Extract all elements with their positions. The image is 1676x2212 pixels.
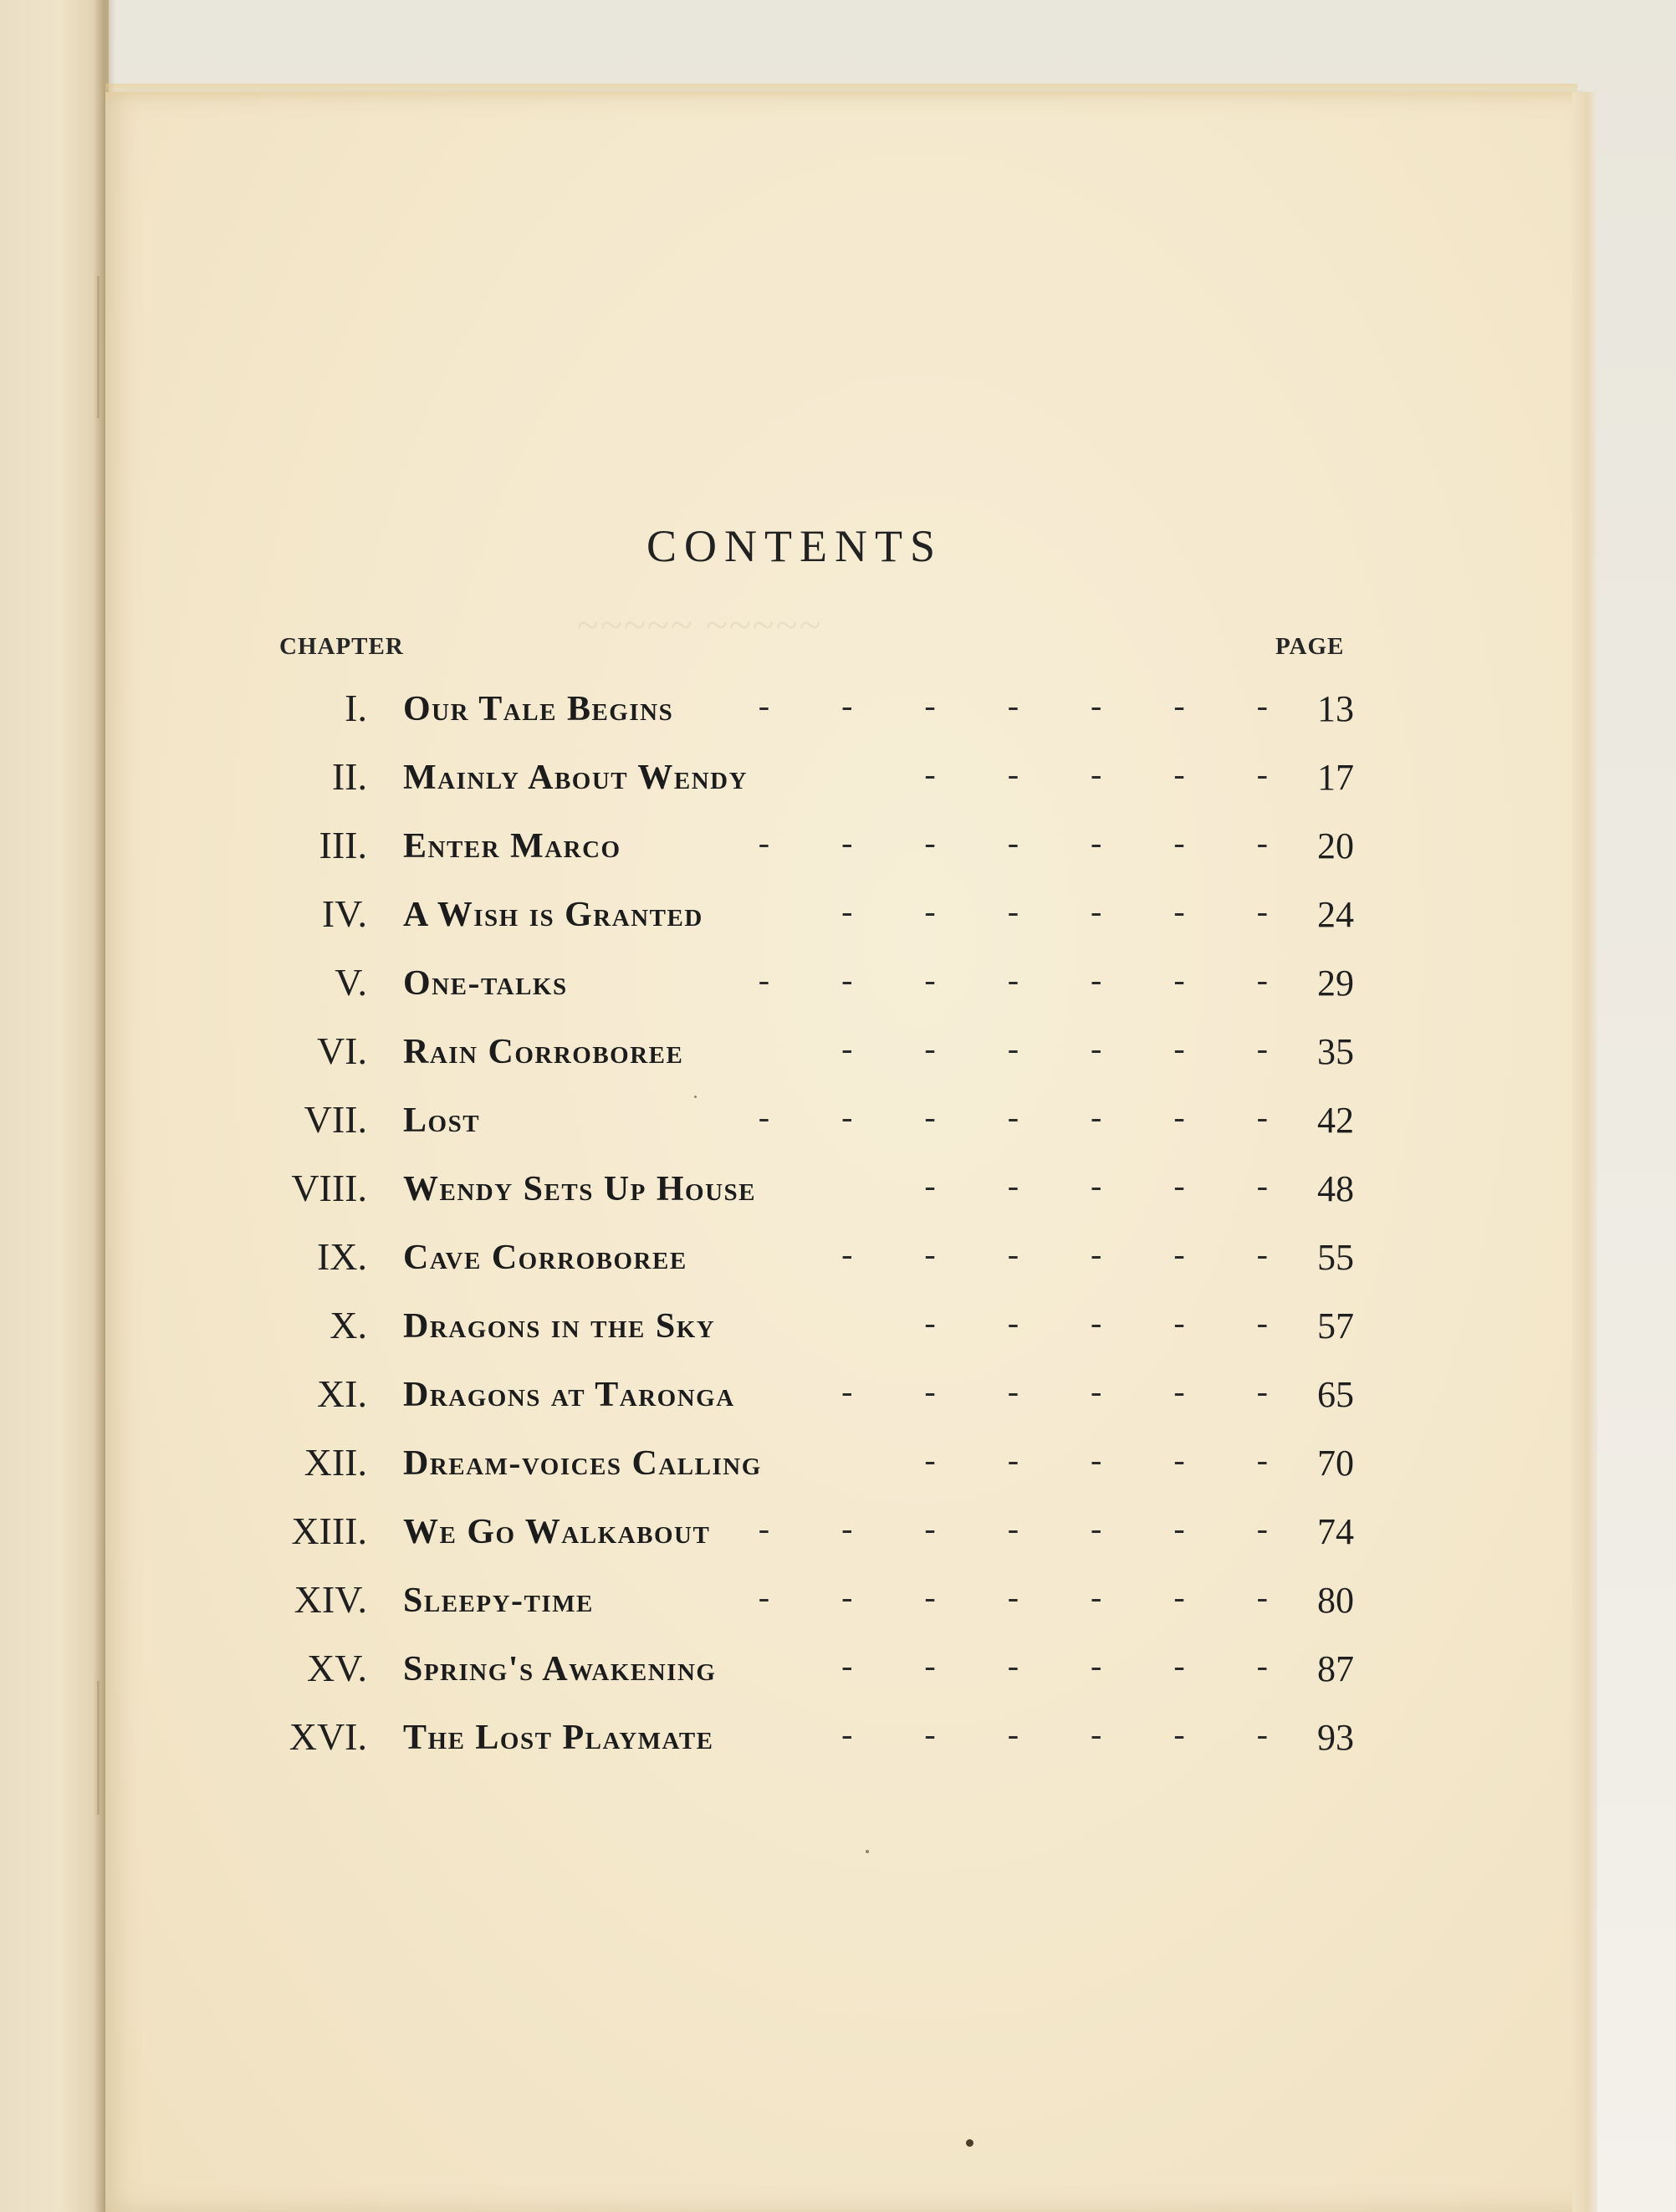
contents-entry xyxy=(0,754,1676,805)
chapter-title: Dragons at Taronga xyxy=(403,1376,735,1414)
dot-leader: - - - - - - xyxy=(841,1372,1268,1410)
dot-leader: - - - - - - xyxy=(841,1235,1268,1273)
page-column-header: PAGE xyxy=(1275,633,1345,660)
chapter-number: I. xyxy=(345,687,367,729)
page-number: 17 xyxy=(1317,757,1354,798)
dot-leader: - - - - - - xyxy=(841,1029,1268,1067)
chapter-title: Rain Corroboree xyxy=(403,1033,684,1071)
contents-entry xyxy=(0,1166,1676,1216)
page-number: 57 xyxy=(1317,1305,1354,1346)
chapter-title: Enter Marco xyxy=(403,827,621,866)
page-number: 93 xyxy=(1317,1717,1354,1758)
chapter-number: XVI. xyxy=(289,1715,367,1758)
chapter-title: Our Tale Begins xyxy=(403,690,674,728)
contents-entry xyxy=(0,823,1676,873)
page-number: 20 xyxy=(1317,825,1354,866)
page-number: 35 xyxy=(1317,1031,1354,1072)
dot-leader: - - - - - xyxy=(924,1304,1268,1341)
contents-page xyxy=(105,92,1586,2212)
page-title: CONTENTS xyxy=(646,521,943,571)
page-number: 87 xyxy=(1317,1648,1354,1689)
contents-entry xyxy=(0,1029,1676,1079)
dot-leader: - - - - - - - xyxy=(758,824,1268,861)
contents-entry xyxy=(0,960,1676,1010)
contents-entry xyxy=(0,1509,1676,1559)
chapter-number: XI. xyxy=(316,1372,367,1415)
chapter-number: XV. xyxy=(306,1647,367,1689)
chapter-number: III. xyxy=(319,824,367,866)
chapter-number: XII. xyxy=(304,1441,367,1484)
chapter-title: Dream-voices Calling xyxy=(403,1444,762,1483)
chapter-title: Dragons in the Sky xyxy=(403,1307,716,1346)
chapter-title: One-talks xyxy=(403,964,568,1003)
paper-speck xyxy=(966,2139,973,2147)
show-through-text: ~~~~~ ~~~~~ xyxy=(577,603,823,647)
chapter-title: The Lost Playmate xyxy=(403,1719,714,1757)
page-number: 65 xyxy=(1317,1374,1354,1415)
chapter-title: Mainly About Wendy xyxy=(403,759,749,797)
chapter-number: II. xyxy=(331,755,367,798)
chapter-title: Lost xyxy=(403,1101,481,1140)
chapter-number: V. xyxy=(335,961,367,1004)
chapter-number: IV. xyxy=(321,892,367,935)
dot-leader: - - - - - xyxy=(924,1441,1268,1479)
contents-entry xyxy=(0,1303,1676,1353)
page-number: 70 xyxy=(1317,1443,1354,1484)
chapter-number: XIV. xyxy=(294,1578,367,1621)
contents-entry xyxy=(0,1097,1676,1147)
page-number: 48 xyxy=(1317,1168,1354,1209)
dot-leader: - - - - - - xyxy=(841,1647,1268,1684)
dot-leader: - - - - - - - xyxy=(758,961,1268,999)
contents-entry xyxy=(0,1646,1676,1696)
dot-leader: - - - - - - xyxy=(841,1715,1268,1753)
dot-leader: - - - - - - - xyxy=(758,1578,1268,1616)
chapter-number: VII. xyxy=(304,1098,367,1141)
dot-leader: - - - - - - - xyxy=(758,1098,1268,1136)
page-number: 13 xyxy=(1317,688,1354,729)
chapter-number: VIII. xyxy=(291,1167,367,1209)
chapter-title: Spring's Awakening xyxy=(403,1650,717,1688)
chapter-number: XIII. xyxy=(291,1510,367,1552)
chapter-title: Cave Corroboree xyxy=(403,1239,687,1277)
page-number: 29 xyxy=(1317,963,1354,1004)
contents-entry xyxy=(0,1372,1676,1422)
paper-speck xyxy=(694,1096,697,1098)
dot-leader: - - - - - xyxy=(924,1167,1268,1204)
contents-entry xyxy=(0,891,1676,942)
contents-entry xyxy=(0,1234,1676,1285)
contents-entry xyxy=(0,1714,1676,1765)
page-right-edge xyxy=(1572,92,1597,2212)
page-number: 24 xyxy=(1317,894,1354,935)
binding-stitch xyxy=(97,276,100,418)
chapter-title: We Go Walkabout xyxy=(403,1513,711,1551)
page-number: 55 xyxy=(1317,1237,1354,1278)
contents-entry xyxy=(0,1577,1676,1627)
paper-speck xyxy=(866,1850,869,1853)
page-number: 42 xyxy=(1317,1100,1354,1141)
dot-leader: - - - - - xyxy=(924,755,1268,793)
chapter-column-header: CHAPTER xyxy=(279,633,404,660)
dot-leader: - - - - - - xyxy=(841,892,1268,930)
contents-entry xyxy=(0,1440,1676,1490)
chapter-number: VI. xyxy=(316,1029,367,1072)
page-top-shadow xyxy=(105,84,1577,100)
dot-leader: - - - - - - - xyxy=(758,687,1268,724)
chapter-number: X. xyxy=(330,1304,367,1346)
page-number: 74 xyxy=(1317,1511,1354,1552)
dot-leader: - - - - - - - xyxy=(758,1510,1268,1547)
page-number: 80 xyxy=(1317,1580,1354,1621)
chapter-title: Wendy Sets Up House xyxy=(403,1170,757,1208)
chapter-number: IX. xyxy=(316,1235,367,1278)
chapter-title: Sleepy-time xyxy=(403,1581,594,1620)
chapter-title: A Wish is Granted xyxy=(403,896,703,934)
contents-entry xyxy=(0,686,1676,736)
